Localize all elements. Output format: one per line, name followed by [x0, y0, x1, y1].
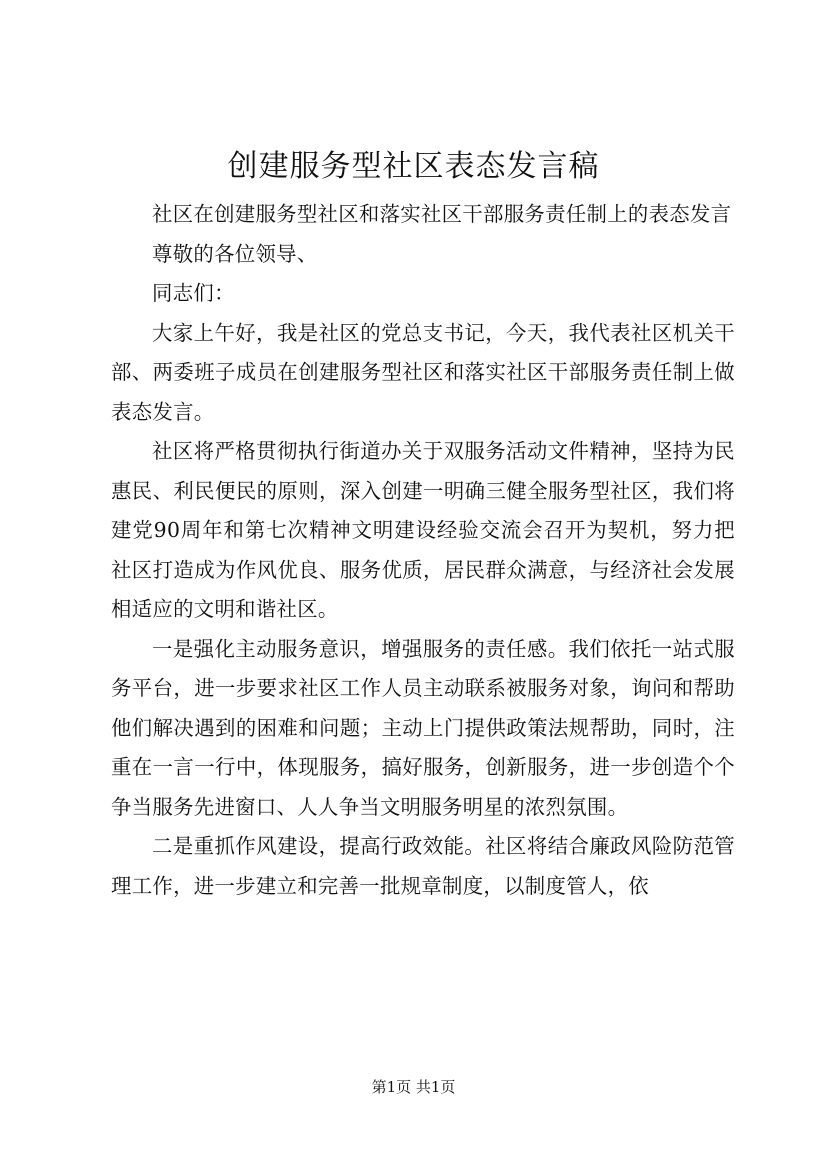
document-body	[111, 195, 735, 906]
document-title: 创建服务型社区表态发言稿	[227, 149, 600, 184]
paragraph-greeting: 同志们：	[152, 281, 235, 305]
paragraph-intro: 大家上午好，我是社区的党总支书记，今天，我代表社区机关干部、两委班子成员在创建服务型社区和落实社区干部服务责任制上做表态发言。	[111, 320, 735, 424]
paragraph-salutation: 尊敬的各位领导、	[152, 241, 318, 266]
paragraph-point-one: 一是强化主动服务意识，增强服务的责任感。我们依托一站式服务平台，进一步要求社区工作人员主动联系被服务对象，询问和帮助他们解决遇到的困难和问题；主动上门提供政策法规帮助，同时，注重在一言一行中，体现服务，搞好服务，创新服务，进一步创造个个争当服务先进窗口、人人争当文明服务明星的浓烈氛围。	[111, 636, 735, 819]
paragraph-commitment: 社区将严格贯彻执行街道办关于双服务活动文件精神，坚持为民惠民、利民便民的原则，深入创建一明确三健全服务型社区，我们将建党90周年和第七次精神文明建设经验交流会召开为契机，努力把社区打造成为作风优良、服务优质，居民群众满意，与经济社会发展相适应的文明和谐社区。	[111, 439, 735, 621]
paragraph-subtitle: 社区在创建服务型社区和落实社区干部服务责任制上的表态发言	[152, 202, 732, 226]
paragraph-point-two: 二是重抓作风建设，提高行政效能。社区将结合廉政风险防范管理工作，进一步建立和完善一批规章制度，以制度管人，依	[111, 834, 735, 898]
page-footer: 第1页 共1页	[371, 1078, 456, 1096]
